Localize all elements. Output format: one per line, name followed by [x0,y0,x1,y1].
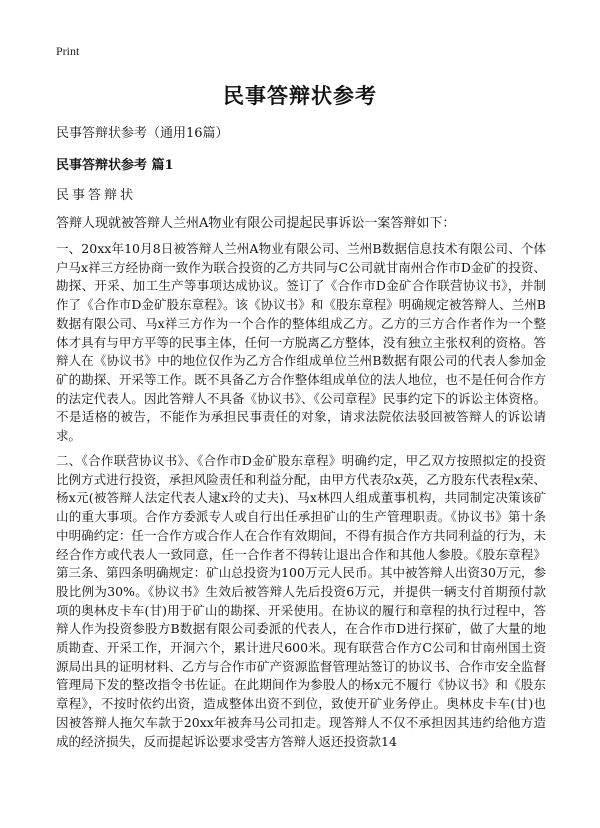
page-title: 民事答辩状参考 [223,83,377,108]
document-subtitle: 民事答辩状参考（通用16篇） [56,126,229,141]
section-heading: 民事答辩状参考 篇1 [56,158,174,173]
paragraph-2: 二、《合作联营协议书》、《合作市D金矿股东章程》明确约定，甲乙双方按照拟定的投资比例方式进行投资，承担风险责任和利益分配，由甲方代表尕x英，乙方股东代表程x荣、杨x元(被答辩人法定代表人逮x玲的丈夫)、马x林四人组成董事机构，共同制定决策该矿山的重大事项。合作方委派专人或自行出任承担矿山的生产管理职责。《协议书》第十条中明确约定：任一合作方或合作人在合作有效期间，不得有损合作方共同利益的行为，未经合作方或代表人一致同意，任一合作者不得转让退出合作和其他人参股。《股东章程》第三条、第四条明确规定：矿山总投资为100万元人民币。其中被答辩人出资30万元，参股比例为30%。《协议书》生效后被答辩人先后投资6万元，并提供一辆支付首期预付款项的奥林皮卡车(甘)用于矿山的勘探、开采使用。在协议的履行和章程的执行过程中，答辩人作为投资参股方B数据有限公司委派的代表人，在合作市D进行探矿，做了大量的地质勘查、开采工作，开洞六个，累计进尺600米。现有联营合作方C公司和甘南州国土资源局出具的证明材料、乙方与合作市矿产资源监督管理站签订的协议书、合作市安全监督管理局下发的整改指令书佐证。在此期间作为参股人的杨x元不履行《协议书》和《股东章程》，不按时依约出资，造成整体出资不到位，致使开矿业务停止。奥林皮卡车(甘)也因被答辩人拖欠车款于20xx年被奔马公司扣走。现答辩人不仅不承担因其违约给他方造成的经济损失，反而提起诉讼要求受害方答辩人返还投资款14 [56,453,546,749]
print-link[interactable]: Print [56,44,80,58]
paragraph-1: 一、20xx年10月8日被答辩人兰州A物业有限公司、兰州B数据信息技术有限公司、个体户马x祥三方经协商一致作为联合投资的乙方共同与C公司就甘南州合作市D金矿的投资、勘探、开采、加工生产等事项达成协议。签订了《合作市D金矿合作联营协议书》，并制作了《合作市D金矿股东章程》。该《协议书》和《股东章程》明确规定被答辩人、兰州B数据有限公司、马x祥三方作为一个合作的整体组成乙方。乙方的三方合作者作为一个整体才具有与甲方平等的民事主体，任何一方脱离乙方整体，没有独立主张权利的资格。答辩人在《协议书》中的地位仅作为乙方合作组成单位兰州B数据有限公司的代表人参加金矿的勘探、开采等工作。既不具备乙方合作整体组成单位的法人地位，也不是任何合作方的法定代表人。因此答辩人不具备《协议书》、《公司章程》民事约定下的诉讼主体资格。不是适格的被告，不能作为承担民事责任的对象，请求法院依法驳回被答辩人的诉讼请求。 [56,241,546,444]
document-name: 民事答辩状 [56,188,137,203]
intro-paragraph: 答辩人现就被答辩人兰州A物业有限公司提起民事诉讼一案答辩如下： [56,216,456,231]
